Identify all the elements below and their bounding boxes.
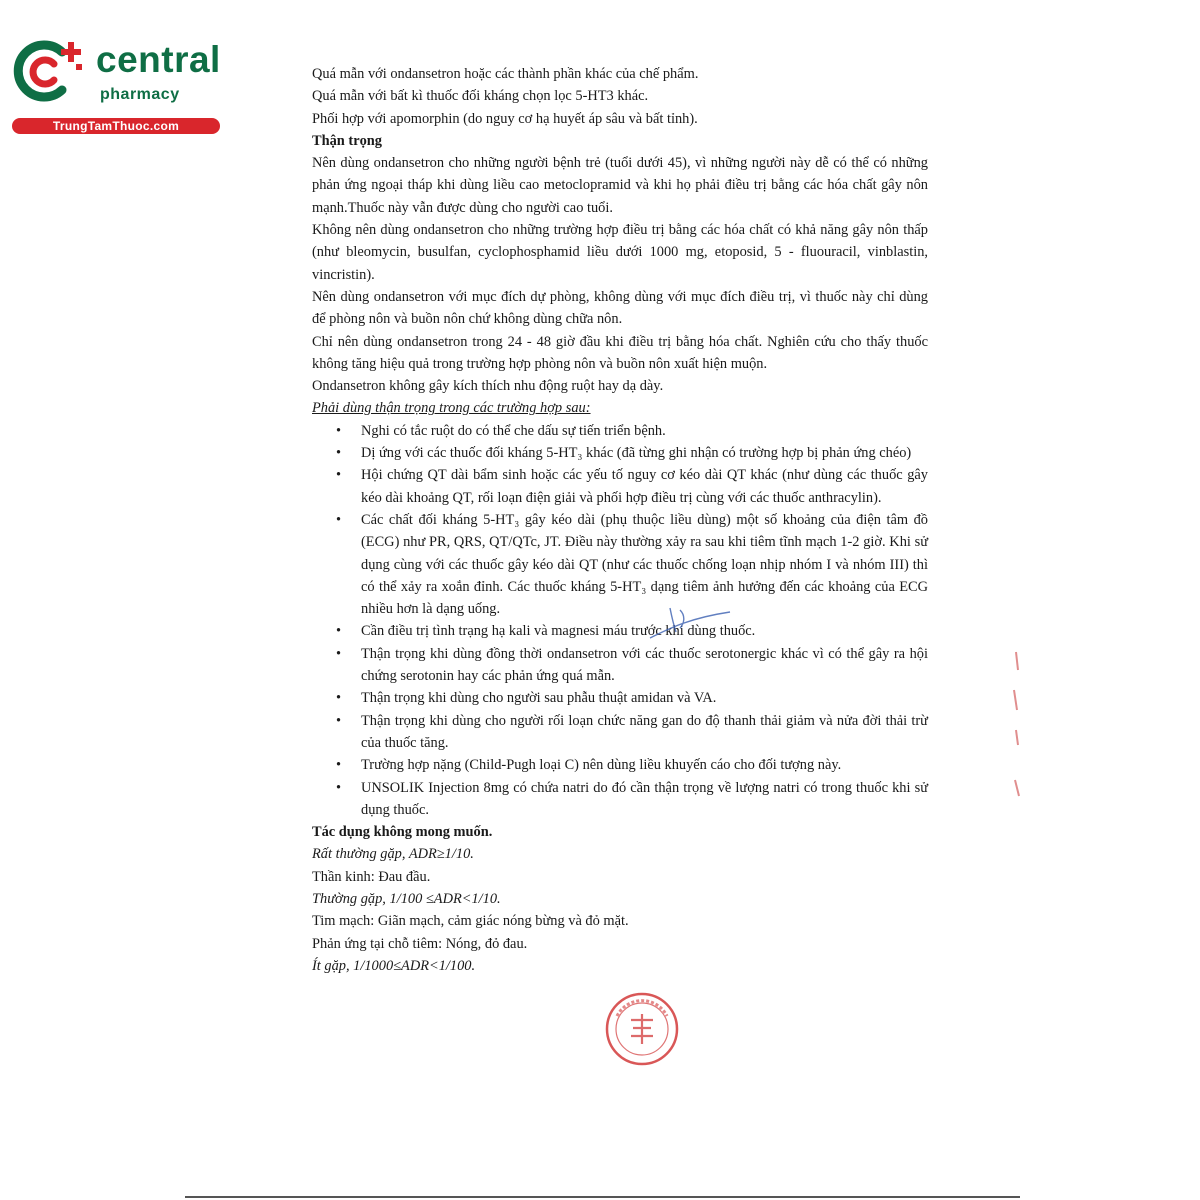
contra-line-2: Quá mẫn với bất kì thuốc đối kháng chọn lọc 5-HT3 khác. — [312, 88, 649, 105]
careful-heading: Phải dùng thận trọng trong các trường hợp sau: — [312, 400, 591, 417]
list-item: • Trường hợp nặng (Child-Pugh loại C) nên dùng liều khuyến cáo cho đối tượng này. — [312, 754, 928, 776]
bullet-icon: • — [336, 511, 342, 528]
logo-sub-text: pharmacy — [100, 86, 180, 103]
adr-neuro: Thần kinh: Đau đầu. — [312, 868, 431, 885]
bottom-divider — [185, 1196, 1020, 1198]
brand-logo — [10, 38, 220, 138]
caution-paragraph: Nên dùng ondansetron với mục đích dự phòng, không dùng với mục đích điều trị, vì thuốc này chỉ dùng để phòng nôn và buồn nôn chứ không dùng chữa nôn. — [312, 288, 928, 328]
adr-common: Thường gặp, 1/100 ≤ADR<1/10. — [312, 890, 501, 907]
list-item: • Nghi có tắc ruột do có thể che dấu sự tiến triển bệnh. — [312, 420, 928, 442]
bullet-icon: • — [336, 757, 342, 774]
list-item: • Các chất đối kháng 5-HT₃ gây kéo dài (phụ thuộc liều dùng) một số khoảng của điện tâm đồ (ECG) như PR, QRS, QT/QTc, JT. Điều này thường xảy ra sau khi tiêm tĩnh mạch 1-2 giờ. Khi sử dụng cùng với các thuốc gây kéo dài QT (như các thuốc chống loạn nhịp nhóm I và nhóm III) thì có thể xảy ra xoắn đỉnh. Các thuốc kháng 5-HT₃ dạng tiêm ảnh hưởng đến các khoảng của ECG nhiều hơn là dạng uống. — [312, 509, 928, 620]
bullet-icon: • — [336, 690, 342, 707]
adr-heading: Tác dụng không mong muốn. — [312, 824, 493, 841]
handwritten-mark-icon — [640, 598, 750, 648]
contra-line-3: Phối hợp với apomorphin (do nguy cơ hạ huyết áp sâu và bất tỉnh). — [312, 110, 698, 127]
caution-list — [312, 420, 928, 821]
bullet-icon: • — [336, 445, 342, 462]
list-item: • Dị ứng với các thuốc đối kháng 5-HT₃ khác (đã từng ghi nhận có trường hợp bị phản ứng chéo) — [312, 442, 928, 464]
adr-injection: Phản ứng tại chỗ tiêm: Nóng, đỏ đau. — [312, 935, 528, 952]
list-item: • Thận trọng khi dùng cho người rối loạn chức năng gan do độ thanh thải giảm và nửa đời thải trừ của thuốc tăng. — [312, 710, 928, 755]
adr-very-common: Rất thường gặp, ADR≥1/10. — [312, 846, 474, 863]
logo-site-banner: TrungTamThuoc.com — [12, 118, 220, 134]
bullet-icon: • — [336, 623, 342, 640]
list-item: • Thận trọng khi dùng cho người sau phẫu thuật amidan và VA. — [312, 687, 928, 709]
caution-heading: Thận trọng — [312, 132, 382, 149]
bullet-icon: • — [336, 645, 342, 662]
bullet-icon: • — [336, 712, 342, 729]
caution-paragraph: Không nên dùng ondansetron cho những trường hợp điều trị bằng các hóa chất có khả năng gây nôn thấp (như bleomycin, busulfan, cyclophosphamid liều dưới 1000 mg, etoposid, 5 - fluouracil, vinblastin, vincristin). — [312, 222, 928, 283]
caution-paragraph: Ondansetron không gây kích thích nhu động ruột hay dạ dày. — [312, 378, 664, 395]
central-pharmacy-icon — [10, 38, 88, 104]
document-body — [312, 63, 928, 977]
list-item: • Hội chứng QT dài bẩm sinh hoặc các yếu tố nguy cơ kéo dài QT khác (như dùng các thuốc gây kéo dài khoảng QT, rối loạn điện giải và phối hợp điều trị cùng với các thuốc anthracylin). — [312, 464, 928, 509]
caution-paragraph: Nên dùng ondansetron cho những người bệnh trẻ (tuổi dưới 45), vì những người này dễ có thể có những phản ứng ngoại tháp khi dùng liều cao metoclopramid và khi họ phải điều trị bằng các hóa chất gây nôn mạnh.Thuốc này vẫn được dùng cho người cao tuổi. — [312, 155, 928, 216]
adr-cardio: Tim mạch: Giãn mạch, cảm giác nóng bừng và đỏ mặt. — [312, 913, 629, 930]
list-item: • Cần điều trị tình trạng hạ kali và magnesi máu trước khi dùng thuốc. — [312, 620, 928, 642]
bullet-icon: • — [336, 467, 342, 484]
logo-brand-text: central — [96, 39, 221, 80]
seal-stamp-icon — [603, 990, 681, 1068]
list-item: • UNSOLIK Injection 8mg có chứa natri do đó cần thận trọng về lượng natri có trong thuốc khi sử dụng thuốc. — [312, 777, 928, 822]
adr-uncommon: Ít gặp, 1/1000≤ADR<1/100. — [312, 957, 476, 974]
margin-mark-icon — [1006, 650, 1026, 800]
caution-paragraph: Chỉ nên dùng ondansetron trong 24 - 48 giờ đầu khi điều trị bằng hóa chất. Nghiên cứu cho thấy thuốc không tăng hiệu quả trong trường hợp phòng nôn và buồn nôn xuất hiện muộn. — [312, 333, 928, 372]
bullet-icon: • — [336, 422, 342, 439]
contra-line-1: Quá mẫn với ondansetron hoặc các thành phần khác của chế phẩm. — [312, 66, 699, 82]
list-item: • Thận trọng khi dùng đồng thời ondansetron với các thuốc serotonergic khác vì có thể gây ra hội chứng serotonin hay các phản ứng quá mẫn. — [312, 643, 928, 688]
bullet-icon: • — [336, 779, 342, 796]
